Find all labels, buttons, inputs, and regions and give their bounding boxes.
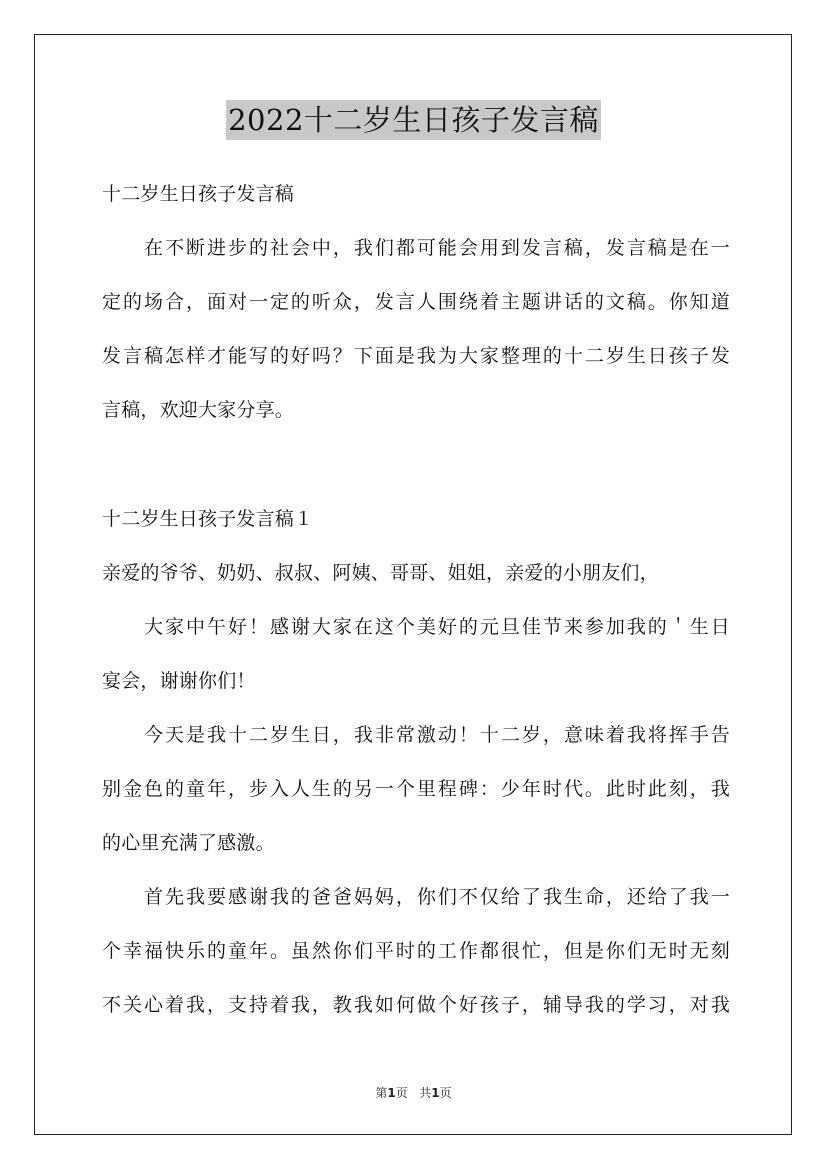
paragraph-line: 个幸福快乐的童年。虽然你们平时的工作都很忙，但是你们无时无刻 <box>102 940 730 962</box>
paragraph-line: 不关心着我，支持着我，教我如何做个好孩子，辅导我的学习，对我 <box>102 994 730 1016</box>
paragraph-line: 宴会，谢谢你们！ <box>102 670 256 692</box>
paragraph-line: 的心里充满了感激。 <box>102 832 275 854</box>
total-prefix: 共 <box>419 1086 432 1100</box>
page-footer <box>0 1084 827 1101</box>
document-title: 2022十二岁生日孩子发言稿 <box>226 100 601 140</box>
paragraph-line: 言稿，欢迎大家分享。 <box>102 399 295 421</box>
paragraph-line: 发言稿怎样才能写的好吗？下面是我为大家整理的十二岁生日孩子发 <box>102 345 730 367</box>
total-pages: 1 <box>431 1086 440 1100</box>
page-number: 1 <box>387 1086 396 1100</box>
paragraph-line: 大家中午好！感谢大家在这个美好的元旦佳节来参加我的＇生日 <box>102 616 730 638</box>
total-suffix: 页 <box>439 1086 452 1100</box>
subtitle-line: 十二岁生日孩子发言稿 <box>102 183 295 205</box>
paragraph-line: 今天是我十二岁生日，我非常激动！十二岁，意味着我将挥手告 <box>102 724 730 746</box>
page-prefix: 第 <box>375 1086 388 1100</box>
greeting-line: 亲爱的爷爷、奶奶、叔叔、阿姨、哥哥、姐姐，亲爱的小朋友们， <box>102 562 659 584</box>
paragraph-line: 别金色的童年，步入人生的另一个里程碑：少年时代。此时此刻，我 <box>102 778 730 800</box>
paragraph-line: 定的场合，面对一定的听众，发言人围绕着主题讲话的文稿。你知道 <box>102 291 730 313</box>
title-container <box>0 100 827 140</box>
paragraph-line: 在不断进步的社会中，我们都可能会用到发言稿，发言稿是在一 <box>102 237 730 259</box>
paragraph-line: 首先我要感谢我的爸爸妈妈，你们不仅给了我生命，还给了我一 <box>102 886 730 908</box>
page-suffix: 页 <box>395 1086 408 1100</box>
section-heading: 十二岁生日孩子发言稿１ <box>102 508 314 530</box>
